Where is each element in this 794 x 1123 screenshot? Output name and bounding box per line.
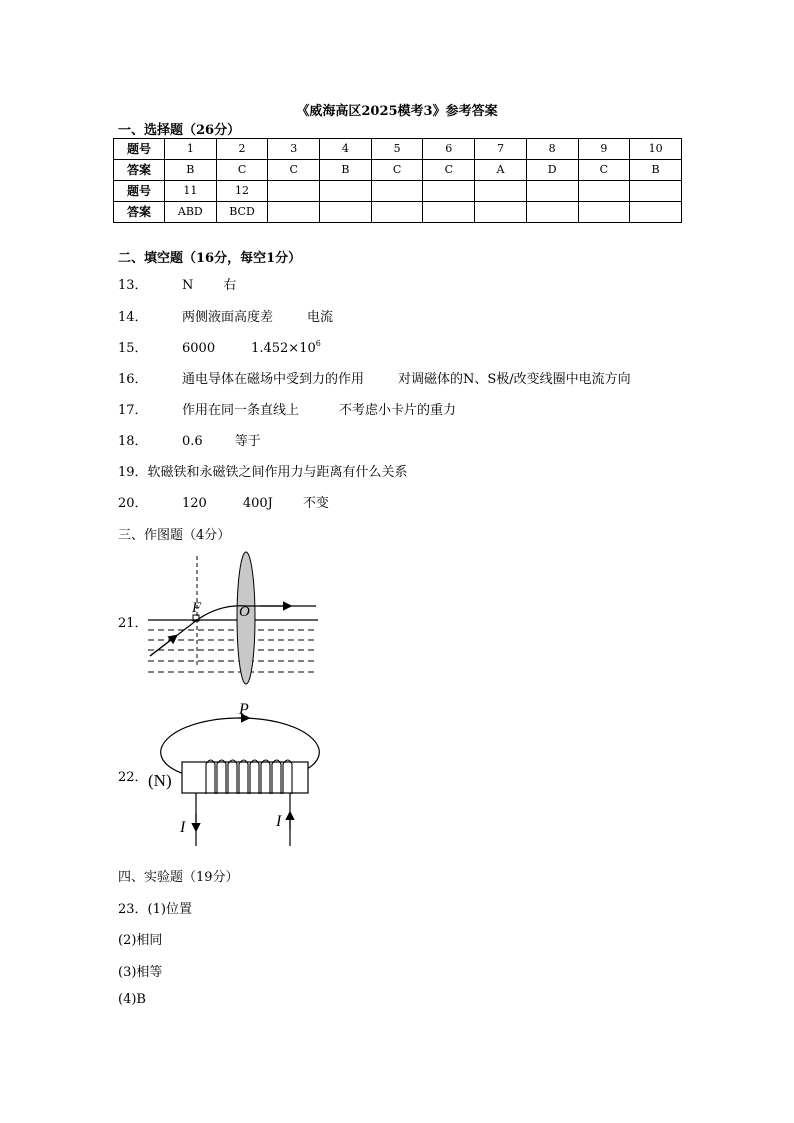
answer-b: 不考虑小卡片的重力 <box>339 403 457 418</box>
question-15 <box>118 337 321 356</box>
question-20 <box>118 492 329 511</box>
table-cell: BCD <box>216 202 268 223</box>
answer-a: 0.6 <box>182 434 203 449</box>
table-row <box>114 202 682 223</box>
table-cell: C <box>216 160 268 181</box>
answer-a: N <box>182 278 194 293</box>
question-19: 19．软磁铁和永磁铁之间作用力与距离有什么关系 <box>118 465 408 480</box>
question-number: 14． <box>118 310 148 325</box>
table-cell: ABD <box>165 202 217 223</box>
current-label-left: I <box>180 819 186 836</box>
table-cell <box>268 181 320 202</box>
table-row <box>114 160 682 181</box>
table-cell <box>526 202 578 223</box>
focus-label: F <box>192 600 202 616</box>
table-cell <box>320 181 372 202</box>
table-cell <box>630 202 682 223</box>
answer-table <box>113 138 682 223</box>
table-cell: 2 <box>216 139 268 160</box>
table-cell: B <box>165 160 217 181</box>
table-cell <box>630 181 682 202</box>
question-number: 16． <box>118 372 148 387</box>
row-header: 答案 <box>114 202 165 223</box>
point-p-label: P <box>239 701 249 718</box>
table-cell: 1 <box>165 139 217 160</box>
table-cell: C <box>578 160 630 181</box>
table-cell: 4 <box>320 139 372 160</box>
table-cell <box>371 181 423 202</box>
question-number: 15． <box>118 341 148 356</box>
table-cell: 3 <box>268 139 320 160</box>
table-cell: A <box>475 160 527 181</box>
current-label-right: I <box>276 813 282 830</box>
answer-b: 右 <box>223 278 237 293</box>
answer-a: 两侧液面高度差 <box>182 310 274 325</box>
page-title: 《威海高区2025模考3》参考答案 <box>296 104 498 119</box>
answer-b: 400J <box>242 496 273 511</box>
question-number: 18． <box>118 434 148 449</box>
section-2-heading: 二、填空题（16分，每空1分） <box>118 251 302 266</box>
table-cell <box>320 202 372 223</box>
question-18 <box>118 430 261 449</box>
table-cell: B <box>630 160 682 181</box>
answer-b-exponent: 6 <box>315 339 321 348</box>
table-cell <box>578 202 630 223</box>
table-row <box>114 139 682 160</box>
table-cell <box>526 181 578 202</box>
table-cell <box>423 181 475 202</box>
question-number: 17． <box>118 403 148 418</box>
answer-a: 作用在同一条直线上 <box>182 403 300 418</box>
question-13 <box>118 274 236 293</box>
answer-b: 电流 <box>307 310 334 325</box>
table-row <box>114 181 682 202</box>
section-3-heading: 三、作图题（4分） <box>118 528 231 543</box>
table-cell: 9 <box>578 139 630 160</box>
table-cell: 8 <box>526 139 578 160</box>
table-cell <box>268 202 320 223</box>
table-cell <box>423 202 475 223</box>
incident-ray-arrow <box>150 636 176 656</box>
table-cell: 10 <box>630 139 682 160</box>
row-header: 题号 <box>114 181 165 202</box>
lens-refraction-diagram <box>140 548 330 693</box>
table-cell: 11 <box>165 181 217 202</box>
table-cell <box>475 181 527 202</box>
question-number: 13． <box>118 278 148 293</box>
table-cell: 5 <box>371 139 423 160</box>
table-cell: C <box>268 160 320 181</box>
row-header: 答案 <box>114 160 165 181</box>
answer-a: 6000 <box>182 341 216 356</box>
question-number: 20． <box>118 496 148 511</box>
table-cell: C <box>371 160 423 181</box>
question-23-part-3: (3)相等 <box>118 965 163 980</box>
question-23-part-4: (4)B <box>118 992 146 1007</box>
row-header: 题号 <box>114 139 165 160</box>
answer-a: 通电导体在磁场中受到力的作用 <box>182 372 365 387</box>
solenoid-core <box>182 762 308 793</box>
table-cell: 12 <box>216 181 268 202</box>
table-cell: 6 <box>423 139 475 160</box>
section-1-heading: 一、选择题（26分） <box>118 123 241 138</box>
question-21-number: 21． <box>118 616 148 631</box>
table-cell: C <box>423 160 475 181</box>
optical-center-label: O <box>239 604 250 620</box>
table-cell: B <box>320 160 372 181</box>
table-cell <box>475 202 527 223</box>
question-14 <box>118 306 333 325</box>
answer-b: 对调磁体的N、S极/改变线圈中电流方向 <box>398 372 631 387</box>
question-23-part-1: 23．(1)位置 <box>118 902 192 917</box>
answer-b: 1.452×10 <box>251 341 316 356</box>
solenoid-diagram <box>140 698 340 853</box>
table-cell: 7 <box>475 139 527 160</box>
answer-b: 等于 <box>234 434 261 449</box>
table-cell <box>578 181 630 202</box>
answer-c: 不变 <box>302 496 329 511</box>
answer-a: 120 <box>182 496 207 511</box>
section-4-heading: 四、实验题（19分） <box>118 870 239 885</box>
table-cell: D <box>526 160 578 181</box>
north-pole-label: (N) <box>148 771 172 790</box>
question-16 <box>118 368 631 387</box>
table-cell <box>371 202 423 223</box>
question-22-number: 22． <box>118 770 148 785</box>
question-23-part-2: (2)相同 <box>118 933 163 948</box>
question-17 <box>118 399 456 418</box>
